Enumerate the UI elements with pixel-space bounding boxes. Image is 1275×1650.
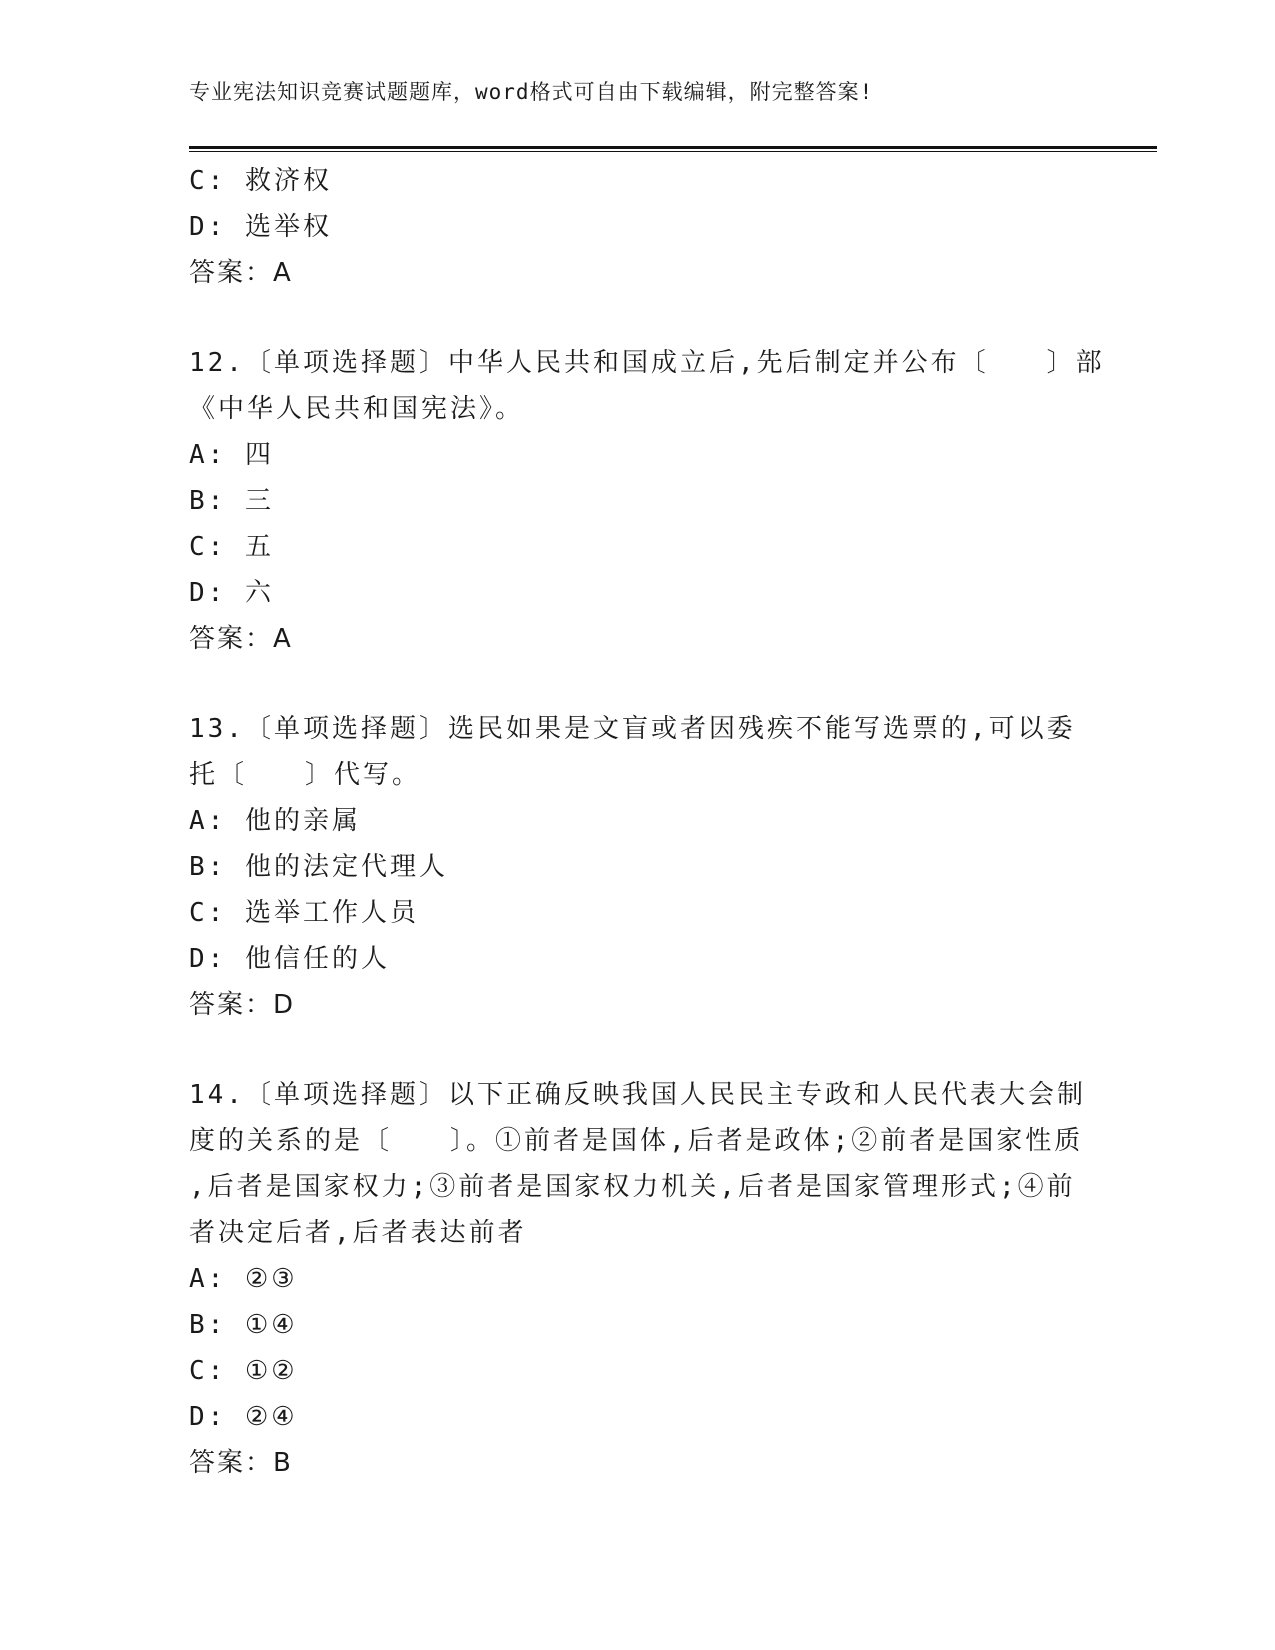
option-line [189, 1394, 1109, 1440]
option-line [189, 936, 1109, 982]
option-line [189, 432, 1109, 478]
option-line [189, 204, 1109, 250]
option-label: C: [189, 1356, 227, 1386]
question-13 [189, 706, 1109, 1028]
option-label: A: [189, 440, 227, 470]
header-rule-thin [189, 151, 1157, 152]
page-header: 专业宪法知识竞赛试题题库，word格式可自由下载编辑，附完整答案! [189, 80, 874, 104]
option-label: C: [189, 166, 227, 196]
question-12 [189, 340, 1109, 662]
question-stem-line: 14.〔单项选择题〕以下正确反映我国人民民主专政和人民代表大会制 [189, 1080, 1086, 1110]
option-line [189, 478, 1109, 524]
question-stem-line: 13.〔单项选择题〕选民如果是文盲或者因残疾不能写选票的,可以委 [189, 714, 1076, 744]
option-text: ①④ [244, 1310, 298, 1340]
option-line [189, 158, 1109, 204]
option-text: 救济权 [244, 166, 332, 196]
option-line [189, 524, 1109, 570]
option-text: ②③ [244, 1264, 298, 1294]
answer-line: 答案：D [189, 990, 296, 1020]
question-stem-line: 托〔 〕代写。 [189, 760, 422, 790]
option-line [189, 1256, 1109, 1302]
option-label: C: [189, 898, 227, 928]
option-label: D: [189, 944, 227, 974]
option-text: 三 [244, 486, 274, 516]
option-label: A: [189, 806, 227, 836]
option-label: D: [189, 212, 227, 242]
question-stem-line: 《中华人民共和国宪法》。 [189, 394, 525, 424]
question-stem-line: ,后者是国家权力;③前者是国家权力机关,后者是国家管理形式;④前 [189, 1172, 1076, 1202]
option-label: D: [189, 1402, 227, 1432]
answer-line: 答案：A [189, 258, 293, 288]
option-text: 四 [244, 440, 274, 470]
option-text: 五 [244, 532, 274, 562]
answer-line: 答案：A [189, 624, 293, 654]
option-text: 他信任的人 [244, 944, 390, 974]
option-label: C: [189, 532, 227, 562]
option-text: 选举工作人员 [244, 898, 419, 928]
option-label: B: [189, 852, 227, 882]
question-14 [189, 1072, 1109, 1486]
question-stem-line: 者决定后者,后者表达前者 [189, 1218, 527, 1248]
option-text: 选举权 [244, 212, 332, 242]
option-label: D: [189, 578, 227, 608]
prev-question-block [189, 158, 1109, 296]
option-label: B: [189, 486, 227, 516]
document-content [189, 158, 1109, 1486]
option-text: 六 [244, 578, 274, 608]
option-line [189, 1348, 1109, 1394]
option-line [189, 798, 1109, 844]
question-stem-line: 度的关系的是〔 〕。①前者是国体,后者是政体;②前者是国家性质 [189, 1126, 1084, 1156]
answer-line: 答案：B [189, 1448, 293, 1478]
option-text: ②④ [244, 1402, 298, 1432]
option-text: ①② [244, 1356, 298, 1386]
option-label: A: [189, 1264, 227, 1294]
header-rule-thick [189, 146, 1157, 149]
option-line [189, 844, 1109, 890]
option-line [189, 1302, 1109, 1348]
option-text: 他的法定代理人 [244, 852, 448, 882]
option-line [189, 890, 1109, 936]
option-line [189, 570, 1109, 616]
option-text: 他的亲属 [244, 806, 361, 836]
question-stem-line: 12.〔单项选择题〕中华人民共和国成立后,先后制定并公布〔 〕部 [189, 348, 1105, 378]
option-label: B: [189, 1310, 227, 1340]
